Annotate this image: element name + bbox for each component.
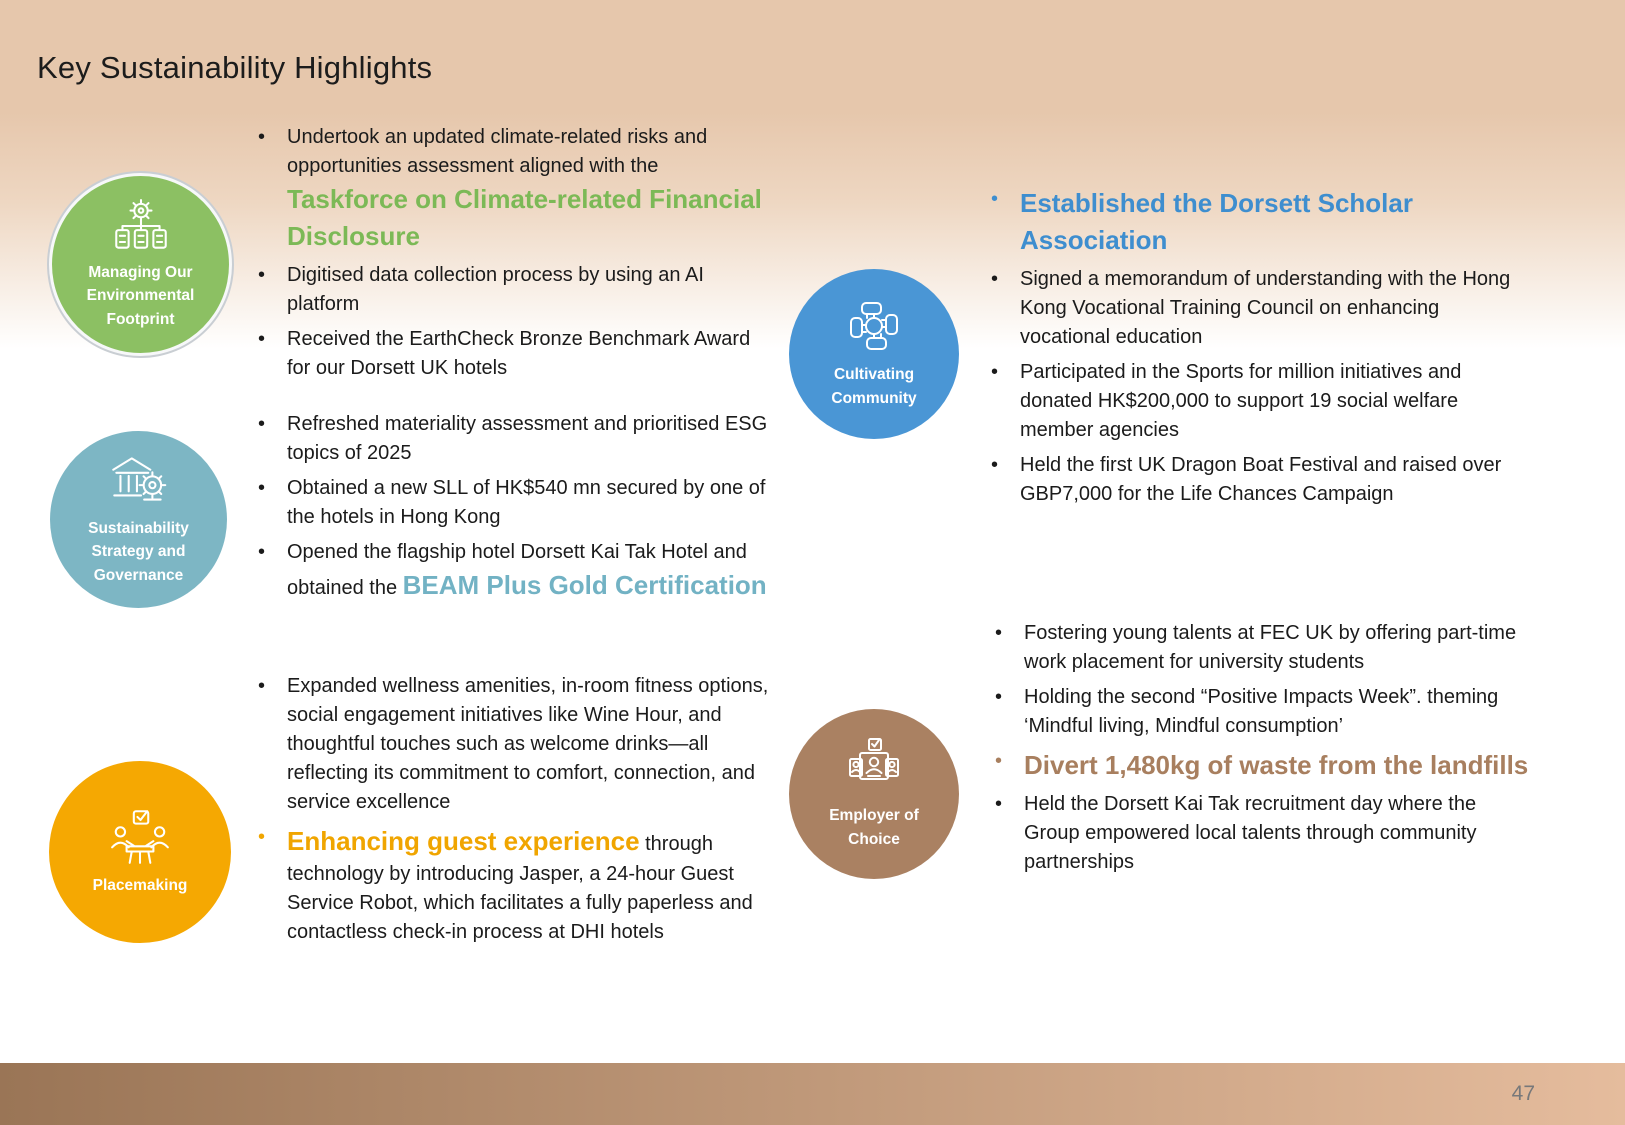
- bullet-marker: •: [258, 675, 266, 697]
- bullet-highlight: Taskforce on Climate-related Financial Disclosure: [287, 184, 762, 251]
- bullet-text: Held the Dorsett Kai Tak recruitment day where the Group empowered local talents through community partnerships: [1024, 793, 1477, 873]
- gear-devices-icon: [107, 198, 175, 252]
- bullet-item: [980, 451, 1532, 509]
- bullet-text: Held the first UK Dragon Boat Festival and raised over GBP7,000 for the Life Chances Campaign: [1020, 454, 1502, 505]
- bullet-text: Received the EarthCheck Bronze Benchmark Award for our Dorsett UK hotels: [287, 328, 751, 379]
- bullet-marker: •: [995, 793, 1003, 815]
- circle-label: Managing Our Environmental Footprint: [86, 264, 195, 328]
- circle-label: Cultivating Community: [831, 366, 917, 407]
- bullet-item: [984, 747, 1536, 784]
- circle-label: Placemaking: [92, 876, 188, 894]
- section-circle-governance: [50, 431, 227, 608]
- bullet-marker: •: [258, 126, 266, 148]
- bullet-text: Digitised data collection process by using an AI platform: [287, 264, 704, 315]
- bullet-item: [247, 410, 772, 468]
- bullets-governance: [247, 410, 772, 610]
- bullet-marker: •: [991, 188, 999, 210]
- meeting-table-icon: [107, 807, 173, 865]
- bullet-item: [247, 325, 772, 383]
- bullet-text: through technology by introducing Jasper, a 24-hour Guest Service Robot, which facilitates a fully paperless and contactless check-in process at DHI hotels: [287, 833, 753, 943]
- bullet-marker: •: [991, 361, 999, 383]
- bullet-marker: •: [258, 328, 266, 350]
- bullet-text: Fostering young talents at FEC UK by offering part-time work placement for university students: [1024, 622, 1517, 673]
- bullet-item: [984, 683, 1536, 741]
- page-title: Key Sustainability Highlights: [37, 50, 433, 85]
- bullet-item: [247, 123, 772, 255]
- bullet-marker: •: [258, 826, 266, 848]
- bullets-community: [980, 185, 1532, 515]
- bullet-item: [980, 185, 1532, 259]
- circle-label: Employer of Choice: [829, 807, 919, 848]
- bullet-item: [247, 672, 772, 817]
- section-circle-environmental: [52, 176, 229, 353]
- bullet-highlight: Established the Dorsett Scholar Association: [1020, 188, 1413, 255]
- bullet-item: [247, 261, 772, 319]
- bullet-highlight: Enhancing guest experience: [287, 826, 640, 856]
- bullet-item: [980, 358, 1532, 445]
- bullet-text: Refreshed materiality assessment and prioritised ESG topics of 2025: [287, 413, 768, 464]
- bullet-marker: •: [995, 686, 1003, 708]
- bullet-text: Holding the second “Positive Impacts Week”. theming ‘Mindful living, Mindful consumption’: [1024, 686, 1499, 737]
- bullet-item: [984, 790, 1536, 877]
- bullet-marker: •: [991, 268, 999, 290]
- bullets-placemaking: [247, 672, 772, 953]
- bullet-item: [247, 474, 772, 532]
- bullet-marker: •: [258, 477, 266, 499]
- bullet-marker: •: [258, 264, 266, 286]
- institution-gear-icon: [105, 452, 173, 508]
- teamwork-hands-icon: [843, 298, 905, 354]
- bullets-environmental: [247, 123, 772, 389]
- bullet-text: Opened the flagship hotel Dorsett Kai Tak Hotel and obtained the: [287, 541, 747, 599]
- bullet-marker: •: [995, 750, 1003, 772]
- bullet-text: Signed a memorandum of understanding with the Hong Kong Vocational Training Council on enhancing vocational education: [1020, 268, 1511, 348]
- bullet-marker: •: [991, 454, 999, 476]
- bullet-highlight: BEAM Plus Gold Certification: [402, 570, 767, 600]
- circle-label: Sustainability Strategy and Governance: [88, 520, 189, 584]
- bullet-text: Obtained a new SLL of HK$540 mn secured by one of the hotels in Hong Kong: [287, 477, 766, 528]
- footer-bar: [0, 1063, 1625, 1125]
- bullet-item: [980, 265, 1532, 352]
- bullet-item: [247, 823, 772, 947]
- page-number: 47: [1511, 1082, 1535, 1105]
- bullet-marker: •: [258, 541, 266, 563]
- bullet-text: Participated in the Sports for million initiatives and donated HK$200,000 to support 19 social welfare member agencies: [1020, 361, 1462, 441]
- bullet-item: [984, 619, 1536, 677]
- bullet-marker: •: [995, 622, 1003, 644]
- bullet-marker: •: [258, 413, 266, 435]
- recruitment-screen-icon: [842, 737, 906, 795]
- bullet-item: [247, 538, 772, 604]
- section-circle-employer: [789, 709, 959, 879]
- bullet-highlight: Divert 1,480kg of waste from the landfills: [1024, 750, 1529, 780]
- bullet-text: Undertook an updated climate-related risks and opportunities assessment aligned with the: [287, 126, 708, 177]
- section-circle-placemaking: [49, 761, 231, 943]
- section-circle-community: [789, 269, 959, 439]
- bullets-employer: [984, 619, 1536, 883]
- bullet-text: Expanded wellness amenities, in-room fitness options, social engagement initiatives like Wine Hour, and thoughtful touches such as welcome drinks—all reflecting its commitment to comfort, connection, and service excellence: [287, 675, 769, 813]
